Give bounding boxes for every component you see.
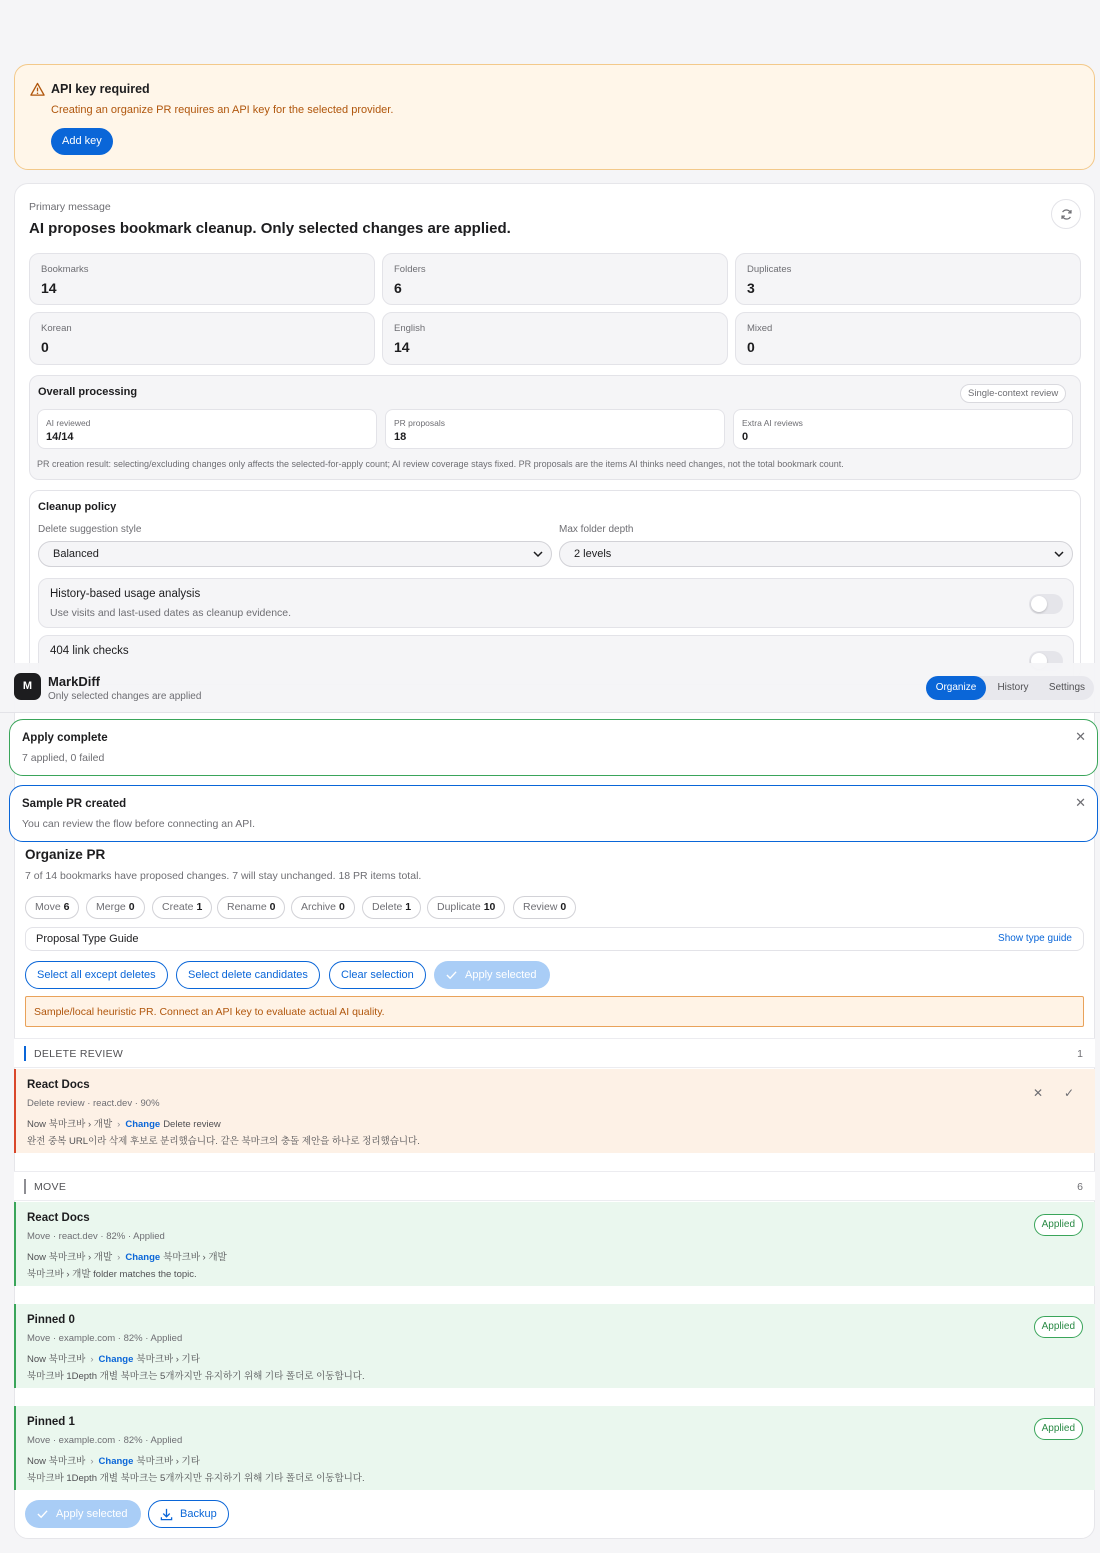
- item-note: 완전 중복 URL이라 삭제 후보로 분리했습니다. 같은 북마크의 충돌 제안을 하나로 정리했습니다.: [27, 1136, 420, 1147]
- organize-pr-desc: 7 of 14 bookmarks have proposed changes. 7 will stay unchanged. 18 PR items total.: [25, 870, 422, 882]
- item-path: Now 북마크바 › Change 북마크바 › 기타: [27, 1354, 200, 1365]
- select-delete-candidates-button[interactable]: Select delete candidates: [176, 961, 320, 989]
- reject-icon[interactable]: ✕: [1032, 1086, 1044, 1100]
- toast-title: Apply complete: [22, 732, 108, 744]
- stat-mixed: Mixed 0: [735, 312, 1081, 365]
- processing-note: PR creation result: selecting/excluding changes only affects the selected-for-apply count; AI review coverage stays fixed. PR proposals are the items AI thinks need changes, not the total bookmark count.: [37, 459, 844, 469]
- list-item[interactable]: [14, 1304, 1095, 1388]
- history-analysis-title: History-based usage analysis: [50, 588, 201, 600]
- cleanup-policy: [29, 490, 1081, 680]
- refresh-button[interactable]: [1051, 199, 1081, 229]
- show-type-guide-link[interactable]: Show type guide: [998, 933, 1072, 944]
- extra-ai-reviews-stat: Extra AI reviews 0: [733, 409, 1073, 449]
- chevron-down-icon: [1054, 550, 1064, 558]
- group-label: DELETE REVIEW: [34, 1048, 124, 1060]
- group-label: MOVE: [34, 1181, 67, 1193]
- app-logo: M: [14, 673, 41, 700]
- banner-description: Creating an organize PR requires an API key for the selected provider.: [51, 104, 394, 116]
- accept-icon[interactable]: ✓: [1063, 1086, 1075, 1100]
- list-item[interactable]: [14, 1069, 1095, 1153]
- max-depth-select[interactable]: [559, 541, 1073, 567]
- heuristic-warning-text: Sample/local heuristic PR. Connect an API key to evaluate actual AI quality.: [34, 1006, 385, 1018]
- item-meta: Delete review · react.dev · 90%: [27, 1098, 160, 1109]
- toast-desc: You can review the flow before connecting an API.: [22, 818, 256, 830]
- pr-proposals-stat: PR proposals 18: [385, 409, 725, 449]
- toast-title: Sample PR created: [22, 798, 127, 810]
- processing-title: Overall processing: [38, 386, 138, 398]
- item-meta: Move · example.com · 82% · Applied: [27, 1435, 183, 1446]
- select-all-except-deletes-button[interactable]: Select all except deletes: [25, 961, 168, 989]
- chip-review[interactable]: Review 0: [513, 896, 576, 919]
- api-key-banner: [14, 64, 1095, 170]
- chip-merge[interactable]: Merge 0: [86, 896, 145, 919]
- heuristic-warning: [25, 996, 1084, 1027]
- backup-label: Backup: [180, 1508, 217, 1520]
- banner-title: API key required: [51, 82, 150, 96]
- group-count: 6: [1077, 1181, 1083, 1193]
- delete-style-label: Delete suggestion style: [38, 524, 142, 535]
- close-icon[interactable]: ✕: [1075, 795, 1086, 810]
- guide-title: Proposal Type Guide: [36, 933, 139, 945]
- applied-badge: Applied: [1034, 1214, 1083, 1236]
- close-icon[interactable]: ✕: [1075, 729, 1086, 744]
- item-path: Now 북마크바 › 개발 › Change Delete review: [27, 1119, 221, 1130]
- proposal-type-guide: [25, 927, 1084, 951]
- history-analysis-desc: Use visits and last-used dates as cleanup evidence.: [50, 607, 292, 619]
- tab-settings[interactable]: Settings: [1048, 682, 1086, 693]
- item-name: Pinned 0: [27, 1314, 75, 1326]
- apply-selected-label: Apply selected: [56, 1508, 128, 1520]
- item-name: React Docs: [27, 1079, 90, 1091]
- stat-korean: Korean 0: [29, 312, 375, 365]
- stat-bookmarks: Bookmarks 14: [29, 253, 375, 305]
- item-path: Now 북마크바 › 개발 › Change 북마크바 › 개발: [27, 1252, 227, 1263]
- check-icon: [37, 1509, 48, 1519]
- applied-badge: Applied: [1034, 1316, 1083, 1338]
- max-depth-label: Max folder depth: [559, 524, 634, 535]
- max-depth-value: 2 levels: [574, 548, 612, 560]
- organize-pr-title: Organize PR: [25, 847, 106, 862]
- item-note: 북마크바 1Depth 개별 북마크는 5개까지만 유지하기 위해 기타 폴더로 이동합니다.: [27, 1473, 365, 1484]
- chevron-down-icon: [533, 550, 543, 558]
- toast-sample-pr: [9, 785, 1098, 842]
- add-key-button[interactable]: Add key: [51, 128, 113, 155]
- clear-selection-button[interactable]: Clear selection: [329, 961, 426, 989]
- tab-organize[interactable]: Organize: [926, 676, 986, 700]
- delete-style-select[interactable]: [38, 541, 552, 567]
- check-icon: [446, 970, 457, 980]
- refresh-icon: [1060, 208, 1073, 221]
- toast-desc: 7 applied, 0 failed: [22, 752, 105, 764]
- item-meta: Move · react.dev · 82% · Applied: [27, 1231, 165, 1242]
- toast-apply-complete: [9, 719, 1098, 776]
- item-name: React Docs: [27, 1212, 90, 1224]
- list-item[interactable]: [14, 1202, 1095, 1286]
- apply-selected-label: Apply selected: [465, 969, 537, 981]
- primary-message: AI proposes bookmark cleanup. Only selected changes are applied.: [29, 220, 511, 237]
- history-analysis-row: [38, 578, 1074, 628]
- tab-history[interactable]: History: [997, 682, 1029, 693]
- stat-english: English 14: [382, 312, 728, 365]
- item-path: Now 북마크바 › Change 북마크바 › 기타: [27, 1456, 200, 1467]
- item-name: Pinned 1: [27, 1416, 75, 1428]
- group-count: 1: [1077, 1048, 1083, 1060]
- chip-duplicate[interactable]: Duplicate 10: [427, 896, 505, 919]
- chip-delete[interactable]: Delete 1: [362, 896, 421, 919]
- chip-archive[interactable]: Archive 0: [291, 896, 355, 919]
- chip-move[interactable]: Move 6: [25, 896, 79, 919]
- group-delete-review: [14, 1038, 1095, 1068]
- stat-folders: Folders 6: [382, 253, 728, 305]
- stat-duplicates: Duplicates 3: [735, 253, 1081, 305]
- main-nav: [926, 676, 1094, 700]
- item-note: 북마크바 1Depth 개별 북마크는 5개까지만 유지하기 위해 기타 폴더로 이동합니다.: [27, 1371, 365, 1382]
- chip-rename[interactable]: Rename 0: [217, 896, 285, 919]
- single-context-badge: Single-context review: [960, 384, 1066, 403]
- history-analysis-toggle[interactable]: [1029, 594, 1063, 614]
- item-meta: Move · example.com · 82% · Applied: [27, 1333, 183, 1344]
- app-subtitle: Only selected changes are applied: [48, 691, 202, 702]
- link-check-title: 404 link checks: [50, 645, 129, 657]
- policy-title: Cleanup policy: [38, 501, 117, 513]
- group-move: [14, 1171, 1095, 1201]
- applied-badge: Applied: [1034, 1418, 1083, 1440]
- delete-style-value: Balanced: [53, 548, 99, 560]
- item-note: 북마크바 › 개발 folder matches the topic.: [27, 1269, 197, 1280]
- chip-create[interactable]: Create 1: [152, 896, 212, 919]
- app-header: [0, 663, 1100, 713]
- download-icon: [160, 1508, 173, 1521]
- apply-selected-button-bottom[interactable]: [25, 1500, 141, 1528]
- warning-icon: [30, 82, 45, 97]
- apply-selected-button-top[interactable]: [434, 961, 550, 989]
- overall-processing: [29, 375, 1081, 480]
- app-name: MarkDiff: [48, 674, 101, 689]
- ai-reviewed-stat: AI reviewed 14/14: [37, 409, 377, 449]
- primary-message-label: Primary message: [29, 201, 111, 213]
- backup-button[interactable]: [148, 1500, 229, 1528]
- list-item[interactable]: [14, 1406, 1095, 1490]
